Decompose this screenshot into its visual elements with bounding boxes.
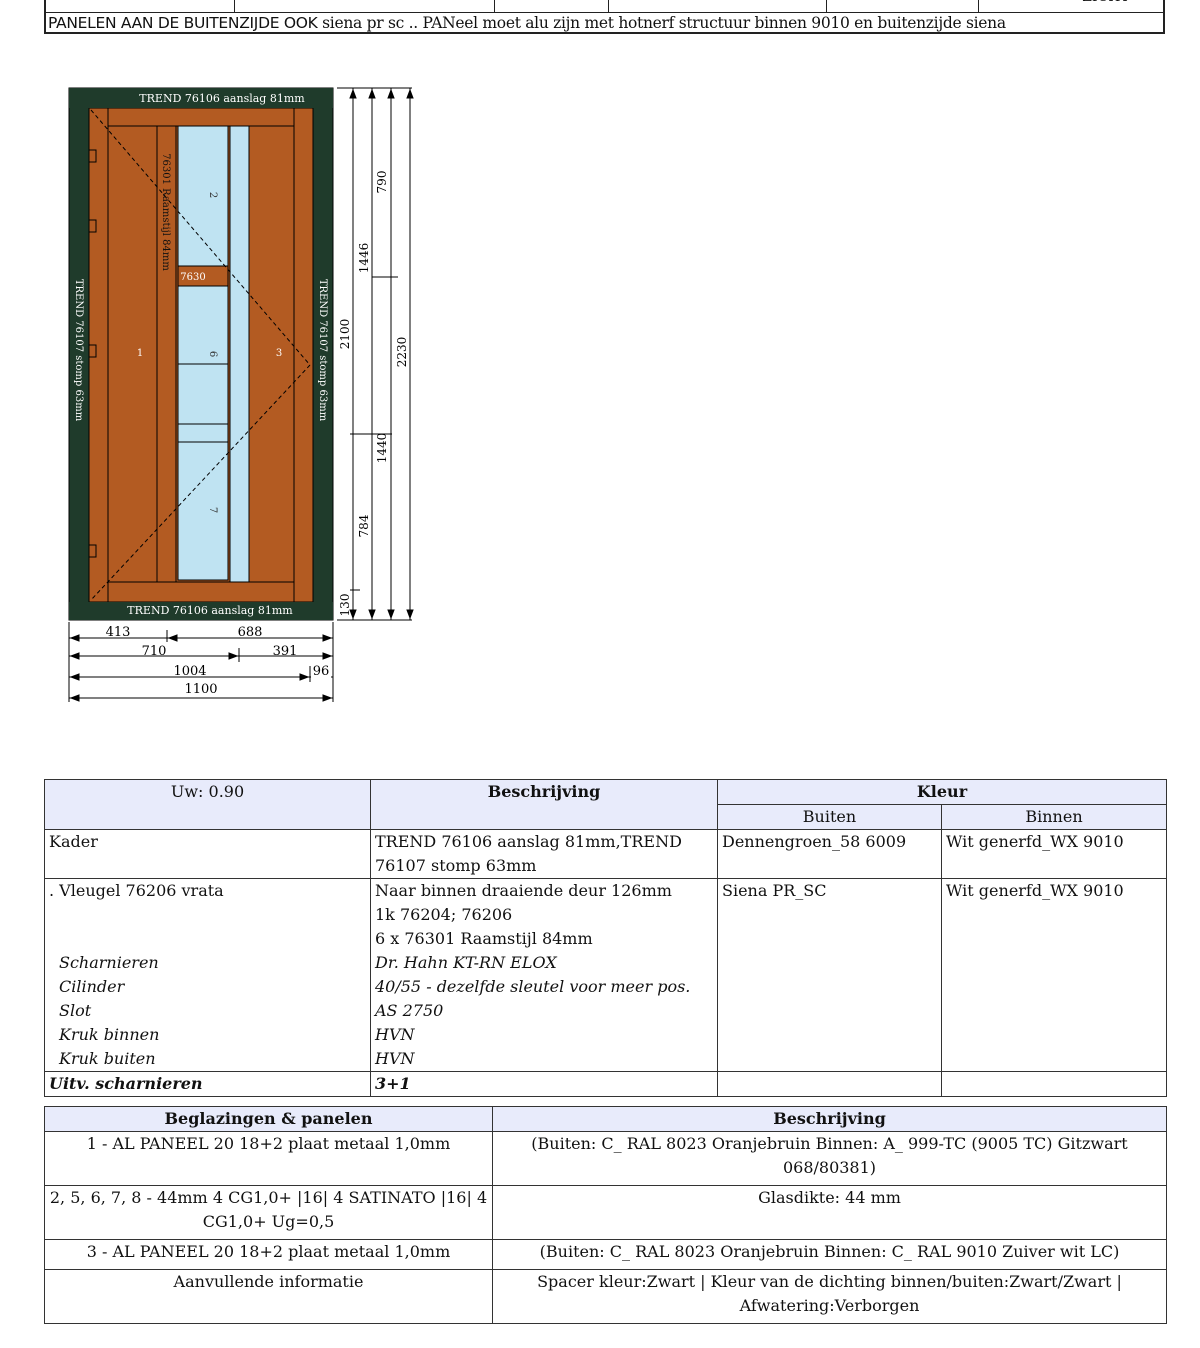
dim-1004: 1004: [173, 664, 207, 679]
panel-note-prefix: PANELEN AAN DE BUITENZIJDE OOK: [48, 14, 318, 32]
field-label-3: 3: [275, 348, 283, 359]
dim-784: 784: [357, 514, 371, 538]
spec-table: [44, 779, 1167, 1097]
field-label-6: 6: [207, 350, 218, 358]
scharnieren-value: Dr. Hahn KT-RN ELOX: [375, 953, 557, 972]
kruk-buiten-label: Kruk buiten: [59, 1049, 156, 1068]
vleugel-row: [45, 879, 1167, 1072]
kader-desc-line2: 76107 stomp 63mm: [375, 856, 537, 875]
dim-710: 710: [141, 644, 167, 659]
zicht-label: [1046, 0, 1166, 1]
glass-field-6: [178, 286, 228, 364]
glass-field-2: [178, 126, 228, 266]
glazing-desc-line2: Afwatering:Verborgen: [739, 1296, 920, 1315]
uitv-value: 3+1: [371, 1072, 718, 1097]
kader-label: Kader: [45, 830, 371, 879]
panel-note-text: siena pr sc .. PANeel moet alu zijn met hotnerf structuur binnen 9010 en buitenzijde siena: [322, 14, 1006, 32]
dim-1446: 1446: [357, 242, 371, 274]
left-profile-label: TREND 76107 stomp 63mm: [73, 278, 84, 422]
kader-desc-line1: TREND 76106 aanslag 81mm,TREND: [375, 832, 682, 851]
right-profile-label: TREND 76107 stomp 63mm: [317, 278, 328, 422]
vleugel-label-cell: [45, 879, 371, 1072]
glazing-item-line2: CG1,0+ Ug=0,5: [202, 1212, 335, 1231]
uw-value: Uw: 0.90: [45, 780, 371, 830]
slot-label: Slot: [59, 1001, 92, 1020]
vleugel-desc-line2: 1k 76204; 76206: [375, 905, 513, 924]
glazing-item: Aanvullende informatie: [45, 1270, 493, 1324]
glazing-item: 1 - AL PANEEL 20 18+2 plaat metaal 1,0mm: [45, 1132, 493, 1186]
buiten-header: Buiten: [718, 805, 942, 830]
cilinder-value: 40/55 - dezelfde sleutel voor meer pos.: [375, 977, 691, 996]
door-drawing: [0, 0, 440, 720]
kader-row: [45, 830, 1167, 879]
glazing-item: [45, 1186, 493, 1240]
dim-2230: 2230: [395, 336, 409, 368]
uitv-label: Uitv. scharnieren: [45, 1072, 371, 1097]
vleugel-buiten: Siena PR_SC: [718, 879, 942, 1072]
kruk-binnen-value: HVN: [375, 1025, 415, 1044]
glazing-desc-line1: (Buiten: C_ RAL 8023 Oranjebruin Binnen: A_ 999-TC (9005 TC) Gitzwart: [531, 1134, 1128, 1153]
glazing-desc: [493, 1132, 1167, 1186]
kader-buiten: Dennengroen_58 6009: [718, 830, 942, 879]
glass-field-5: [178, 364, 228, 424]
bottom-profile-label: TREND 76106 aanslag 81mm: [127, 604, 293, 617]
glazing-header-right: Beschrijving: [493, 1107, 1167, 1132]
glazing-row: [45, 1270, 1167, 1324]
glazing-desc: [493, 1270, 1167, 1324]
glazing-desc: (Buiten: C_ RAL 8023 Oranjebruin Binnen: C_ RAL 9010 Zuiver wit LC): [493, 1240, 1167, 1270]
glazing-table: [44, 1106, 1167, 1324]
glazing-row: [45, 1186, 1167, 1240]
dim-1440: 1440: [375, 432, 389, 464]
glazing-desc: Glasdikte: 44 mm: [493, 1186, 1167, 1240]
dim-790: 790: [375, 170, 389, 194]
top-profile-label: TREND 76106 aanslag 81mm: [139, 92, 305, 105]
scharnieren-label: Scharnieren: [59, 953, 159, 972]
binnen-header: Binnen: [942, 805, 1167, 830]
dim-688: 688: [237, 625, 263, 640]
glazing-desc-line2: 068/80381): [782, 1158, 877, 1177]
kader-desc: [371, 830, 718, 879]
field-label-1: 1: [136, 348, 144, 359]
beschrijving-header: Beschrijving: [371, 780, 718, 830]
kader-binnen: Wit generfd_WX 9010: [942, 830, 1167, 879]
glazing-item: 3 - AL PANEEL 20 18+2 plaat metaal 1,0mm: [45, 1240, 493, 1270]
dim-391: 391: [272, 644, 298, 659]
dim-413: 413: [105, 625, 131, 640]
glass-field-7: [178, 442, 228, 580]
dim-2100: 2100: [338, 318, 352, 350]
mullion-label: 76301 Raamstijl 84mm: [160, 153, 171, 271]
kruk-buiten-value: HVN: [375, 1049, 415, 1068]
kruk-binnen-label: Kruk binnen: [59, 1025, 160, 1044]
vleugel-binnen: Wit generfd_WX 9010: [942, 879, 1167, 1072]
kleur-header: Kleur: [718, 780, 1167, 805]
glazing-item-line1: 2, 5, 6, 7, 8 - 44mm 4 CG1,0+ |16| 4 SATINATO |16| 4: [49, 1188, 488, 1207]
glazing-desc-line1: Spacer kleur:Zwart | Kleur van de dichting binnen/buiten:Zwart/Zwart |: [537, 1272, 1122, 1291]
rail-label: 7630: [180, 272, 206, 283]
vleugel-desc-line1: Naar binnen draaiende deur 126mm: [375, 881, 672, 900]
glazing-row: [45, 1132, 1167, 1186]
glazing-header-left: Beglazingen & panelen: [45, 1107, 493, 1132]
dim-96: 96: [312, 664, 330, 679]
field-label-2: 2: [207, 191, 218, 199]
vleugel-label: . Vleugel 76206 vrata: [49, 881, 224, 900]
glass-strip-right: [230, 126, 249, 582]
uitv-row: [45, 1072, 1167, 1097]
glazing-row: [45, 1240, 1167, 1270]
vleugel-desc-cell: [371, 879, 718, 1072]
vleugel-desc-line3: 6 x 76301 Raamstijl 84mm: [375, 929, 593, 948]
slot-value: AS 2750: [375, 1001, 444, 1020]
dim-130: 130: [338, 593, 352, 617]
dim-1100: 1100: [184, 682, 218, 697]
cilinder-label: Cilinder: [59, 977, 125, 996]
glass-field-8: [178, 424, 228, 442]
field-label-7: 7: [207, 506, 218, 514]
